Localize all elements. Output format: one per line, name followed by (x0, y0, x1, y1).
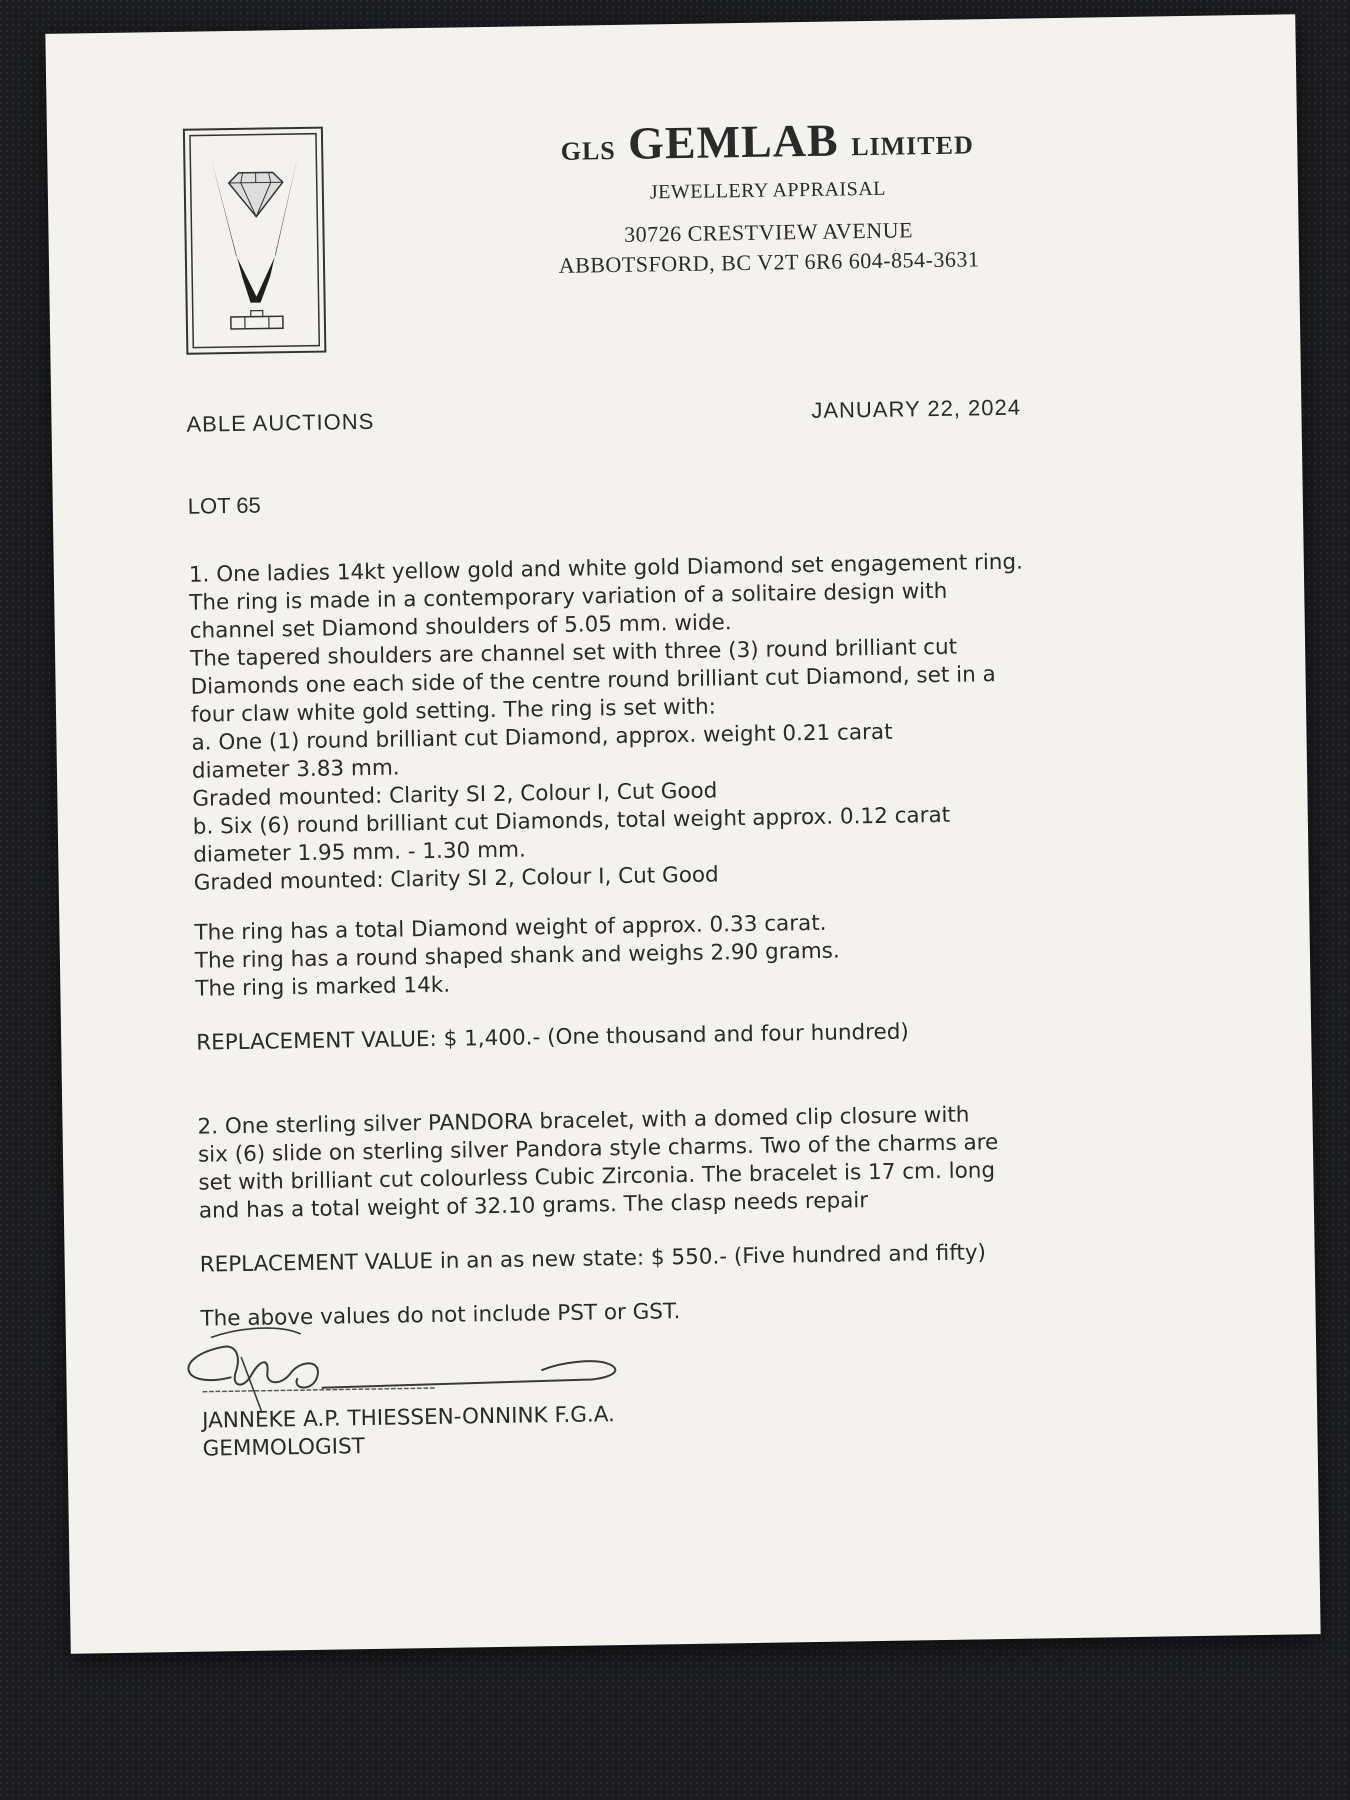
item-1-line: four claw white gold setting. The ring is set with: (190, 694, 717, 728)
recipient: ABLE AUCTIONS (186, 408, 375, 437)
item-1-line: diameter 3.83 mm. (191, 755, 400, 784)
summary-line: The ring has a total Diamond weight of approx. 0.33 carat. (194, 910, 827, 946)
item-1-line: The ring is made in a contemporary variation of a solitaire design with (189, 578, 948, 616)
item-2-line: set with brilliant cut colourless Cubic Zirconia. The bracelet is 17 cm. long (198, 1158, 996, 1196)
letterhead (467, 110, 1069, 282)
company-name (467, 110, 1068, 180)
tax-note: The above values do not include PST or GST. (200, 1299, 681, 1332)
item-1-line: Graded mounted: Clarity SI 2, Colour I, Cut Good (192, 778, 718, 812)
lot-number: LOT 65 (187, 492, 261, 519)
address-line-1: 30726 CRESTVIEW AVENUE (623, 217, 914, 247)
item-1-line: Diamonds one each side of the centre round brilliant cut Diamond, set in a (190, 662, 996, 700)
signature-line: ------------------------------------ (201, 1376, 436, 1402)
summary-line: The ring has a round shaped shank and weighs 2.90 grams. (194, 938, 840, 974)
item-2-line: six (6) slide on sterling silver Pandora style charms. Two of the charms are (197, 1130, 999, 1168)
item-1-summary (194, 904, 1205, 1004)
item-1-line: diameter 1.95 mm. - 1.30 mm. (193, 837, 527, 868)
item-1-line: Graded mounted: Clarity SI 2, Colour I, Cut Good (193, 862, 719, 896)
signatory-name: JANNEKE A.P. THIESSEN-ONNINK F.G.A. (201, 1402, 616, 1434)
item-1-line: channel set Diamond shoulders of 5.05 mm. wide. (189, 610, 732, 644)
item-1-line: a. One (1) round brilliant cut Diamond, approx. weight 0.21 carat (191, 719, 893, 756)
appraisal-body (189, 546, 1213, 1464)
item-2-replacement-value: REPLACEMENT VALUE in an as new state: $ 550.- (Five hundred and fifty) (199, 1240, 987, 1278)
item-2-line: 2. One sterling silver PANDORA bracelet, with a domed clip closure with (197, 1102, 970, 1140)
brand-prefix: GLS (560, 135, 616, 166)
summary-line: The ring is marked 14k. (195, 972, 451, 1002)
item-1-line: b. Six (6) round brilliant cut Diamonds, total weight approx. 0.12 carat (192, 802, 951, 840)
item-1-line: The tapered shoulders are channel set with three (3) round brilliant cut (189, 634, 958, 672)
item-2-description (197, 1098, 1209, 1226)
gemlab-logo-icon (182, 126, 328, 356)
address-line-2: ABBOTSFORD, BC V2T 6R6 604-854-3631 (558, 246, 980, 278)
item-2-line: and has a total weight of 32.10 grams. The clasp needs repair (198, 1188, 869, 1224)
document-date: JANUARY 22, 2024 (811, 394, 1022, 423)
item-1-description (189, 546, 1204, 898)
appraisal-document (45, 14, 1320, 1653)
brand-suffix: LIMITED (850, 130, 974, 162)
signatory-title: GEMMOLOGIST (202, 1434, 365, 1462)
item-1-line: 1. One ladies 14kt yellow gold and white gold Diamond set engagement ring. (188, 549, 1024, 588)
item-1-replacement-value: REPLACEMENT VALUE: $ 1,400.- (One thousand and four hundred) (196, 1019, 910, 1056)
letterhead-subtitle: JEWELLERY APPRAISAL (649, 177, 887, 204)
brand-name: GEMLAB (627, 114, 839, 169)
